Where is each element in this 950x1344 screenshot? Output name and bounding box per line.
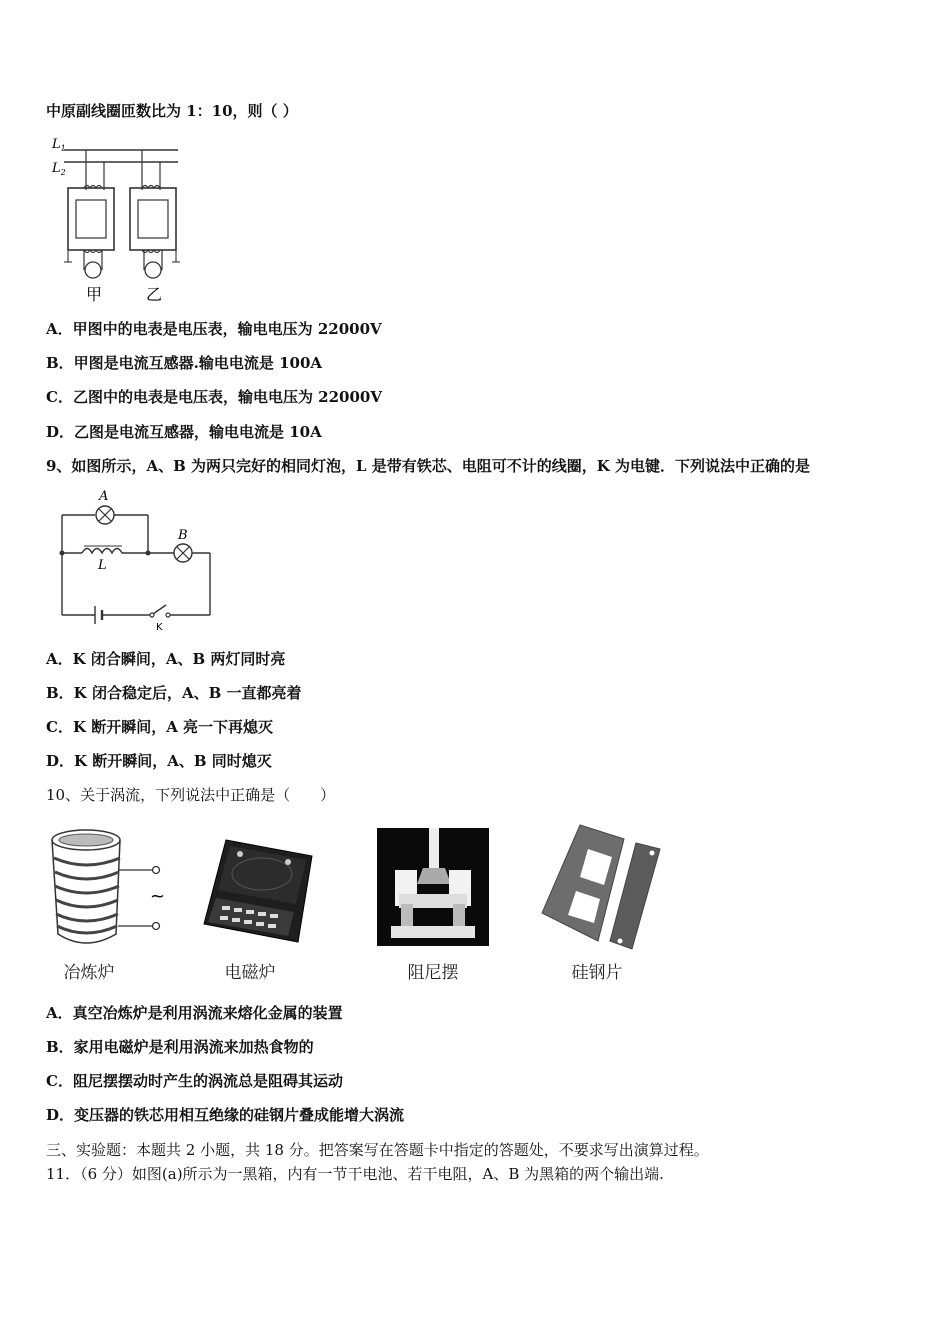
q10-caption-furnace: 冶炼炉 [63, 963, 115, 983]
q10-furnace-image [46, 826, 170, 956]
q10-caption-steel: 硅钢片 [571, 963, 623, 983]
q10-option-d: D．变压器的铁芯用相互绝缘的硅钢片叠成能增大涡流 [46, 1106, 405, 1124]
q8-option-d: D．乙图是电流互感器，输电电流是 10A [46, 423, 322, 441]
q10-silicon-steel-image [540, 823, 664, 951]
q8-label-l1: $L_1$ [52, 137, 66, 153]
q11-stem: 11．（6 分）如图(a)所示为一黑箱，内有一节干电池、若干电阻，A、B 为黑箱的两个输出端. [46, 1165, 664, 1183]
q10-induction-cooker-image [200, 836, 316, 946]
q10-option-b: B．家用电磁炉是利用涡流来加热食物的 [46, 1038, 314, 1056]
q8-option-c: C．乙图中的电表是电压表，输电电压为 22000V [46, 388, 382, 406]
q9-stem: 9、如图所示，A、B 为两只完好的相同灯泡，L 是带有铁芯、电阻可不计的线圈，K 为电键．下列说法中正确的是 [46, 457, 811, 475]
section3-heading: 三、实验题：本题共 2 小题，共 18 分。把答案写在答题卡中指定的答题处，不要求写出演算过程。 [46, 1141, 709, 1159]
q10-stem: 10、关于涡流，下列说法中正确是（ ） [46, 786, 336, 804]
furnace-ac-symbol: ~ [150, 886, 166, 907]
q10-option-a: A．真空冶炼炉是利用涡流来熔化金属的装置 [46, 1004, 343, 1022]
q8-option-b: B．甲图是电流互感器.输电电流是 100A [46, 354, 323, 372]
q8-option-a: A．甲图中的电表是电压表，输电电压为 22000V [46, 320, 382, 338]
q9-option-b: B．K 闭合稳定后，A、B 一直都亮着 [46, 684, 302, 702]
q10-caption-cooker: 电磁炉 [224, 963, 276, 983]
q9-label-b: B [178, 528, 188, 543]
q9-circuit-figure [52, 487, 218, 633]
q9-label-k: K [156, 622, 163, 633]
q8-label-l2: $L_2$ [52, 161, 66, 177]
q9-label-a: A [99, 489, 109, 504]
q9-label-l: L [98, 558, 107, 573]
q8-transformer-figure [46, 130, 196, 306]
q10-caption-pendulum: 阻尼摆 [407, 963, 459, 983]
q10-damping-pendulum-image [377, 828, 489, 946]
q9-option-d: D．K 断开瞬间，A、B 同时熄灭 [46, 752, 272, 770]
q9-option-c: C．K 断开瞬间，A 亮一下再熄灭 [46, 718, 274, 736]
q9-option-a: A．K 闭合瞬间，A、B 两灯同时亮 [46, 650, 286, 668]
q8-stem: 中原副线圈匝数比为 1：10，则（ ） [46, 102, 298, 120]
q8-label-yi: 乙 [146, 285, 163, 304]
q10-option-c: C．阻尼摆摆动时产生的涡流总是阻碍其运动 [46, 1072, 343, 1090]
q8-label-jia: 甲 [86, 285, 103, 304]
